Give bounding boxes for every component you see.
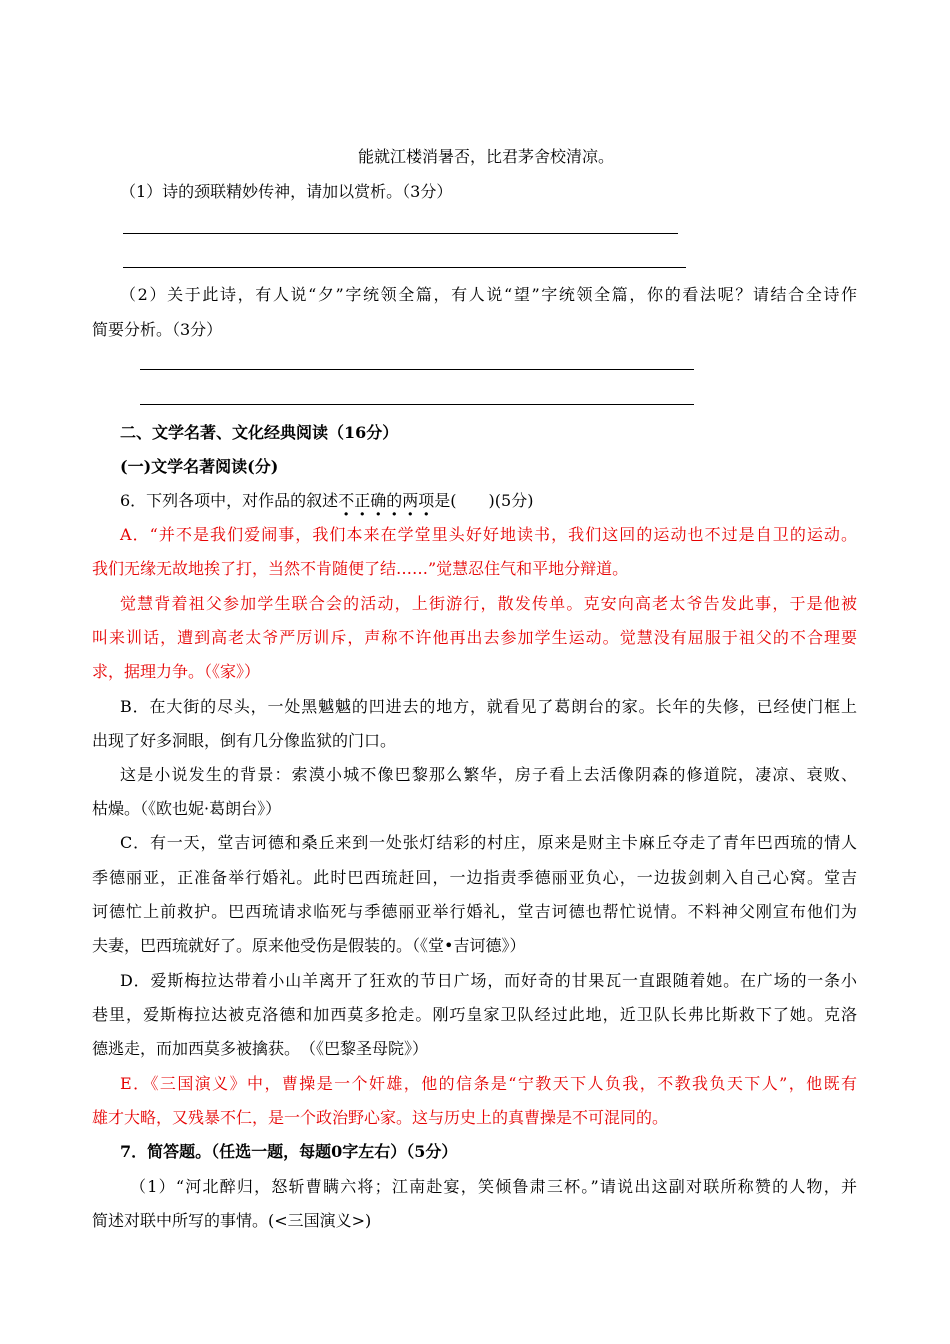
emphasis-char: 的 bbox=[386, 491, 403, 510]
option-e-line2: 雄才大略，又残暴不仁，是一个政治野心家。这与历史上的真曹操是不可混同的。 bbox=[92, 1108, 669, 1127]
answer-line-1b bbox=[123, 267, 686, 268]
option-b-line2: 出现了好多洞眼，倒有几分像监狱的门口。 bbox=[92, 731, 397, 750]
answer-line-1a bbox=[123, 233, 678, 234]
option-d-line2: 巷里，爱斯梅拉达被克洛德和加西莫多抢走。刚巧皇家卫队经过此地，近卫队长弗比斯救下了她。克洛 bbox=[92, 1005, 857, 1024]
option-a-line4: 叫来训话，遭到高老太爷严厉训斥，声称不许他再出去参加学生运动。觉慧没有屈服于祖父的不合理要 bbox=[92, 628, 857, 647]
emphasis-char: 两 bbox=[402, 491, 419, 510]
question-7: 7．简答题。（任选一题，每题0字左右）（5分） bbox=[120, 1142, 458, 1161]
question-6-prefix: 6．下列各项中，对作品的叙述 bbox=[120, 491, 339, 510]
emphasis-char: 确 bbox=[370, 491, 387, 510]
option-c-line4: 夫妻，巴西琉就好了。原来他受伤是假装的。（《堂•吉诃德》） bbox=[92, 936, 526, 955]
question-2-line2: 简要分析。（3分） bbox=[92, 320, 223, 339]
question-7-1-line2: 简述对联中所写的事情。(<三国演义>) bbox=[92, 1211, 372, 1230]
option-c-line3: 诃德忙上前救护。巴西琉请求临死与季德丽亚举行婚礼，堂吉诃德也帮忙说情。不料神父刚宣布他们为 bbox=[92, 902, 857, 921]
question-1: （1）诗的颈联精妙传神，请加以赏析。（3分） bbox=[120, 182, 453, 201]
emphasis-char: 正 bbox=[354, 491, 371, 510]
answer-line-2b bbox=[140, 404, 694, 405]
option-b-line1: B．在大街的尽头，一处黑魆魆的凹进去的地方，就看见了葛朗台的家。长年的失修，已经使门框上 bbox=[120, 697, 857, 716]
option-c-line2: 季德丽亚，正准备举行婚礼。此时巴西琉赶回，一边指责季德丽亚负心，一边拔剑刺入自己心窝。堂吉 bbox=[92, 868, 857, 887]
question-6-suffix: 是( )(5分) bbox=[434, 491, 534, 510]
option-d-line1: D．爱斯梅拉达带着小山羊离开了狂欢的节日广场，而好奇的甘果瓦一直跟随着她。在广场的一条小 bbox=[120, 971, 857, 990]
answer-line-2a bbox=[140, 369, 694, 370]
option-e-line1: E．《三国演义》中，曹操是一个奸雄，他的信条是“宁教天下人负我，不教我负天下人”，他既有 bbox=[120, 1074, 857, 1093]
option-a-line3: 觉慧背着祖父参加学生联合会的活动，上街游行，散发传单。克安向高老太爷告发此事，于是他被 bbox=[120, 594, 857, 613]
poem-line: 能就江楼消暑否，比君茅舍校清凉。 bbox=[358, 147, 615, 166]
option-b-line3: 这是小说发生的背景：索漠小城不像巴黎那么繁华，房子看上去活像阴森的修道院，凄凉、衰败、 bbox=[120, 765, 857, 784]
option-a-line5: 求，据理力争。（《家》） bbox=[92, 662, 261, 681]
option-d-line3: 德逃走，而加西莫多被擒获。 （《巴黎圣母院》） bbox=[92, 1039, 429, 1058]
question-6 bbox=[120, 490, 533, 512]
option-b-line4: 枯燥。（《欧也妮·葛朗台》） bbox=[92, 799, 282, 818]
emphasis-char: 项 bbox=[418, 491, 435, 510]
option-c-line1: C．有一天，堂吉诃德和桑丘来到一处张灯结彩的村庄，原来是财主卡麻丘夺走了青年巴西琉的情人 bbox=[120, 833, 857, 852]
question-2-line1: （2）关于此诗，有人说“夕”字统领全篇，有人说“望”字统领全篇，你的看法呢？请结合全诗作 bbox=[120, 285, 857, 304]
section-2-subtitle: (一)文学名著阅读(分) bbox=[120, 457, 279, 476]
option-a-line2: 我们无缘无故地挨了打，当然不肯随便了结……”觉慧忍住气和平地分辩道。 bbox=[92, 559, 629, 578]
question-7-1-line1: （1）“河北醉归，怒斩曹瞒六将；江南赴宴，笑倾鲁肃三杯。”请说出这副对联所称赞的人物，并 bbox=[130, 1177, 857, 1196]
section-2-title: 二、文学名著、文化经典阅读（16分） bbox=[120, 423, 399, 442]
emphasis-char: 不 bbox=[338, 491, 355, 510]
option-a-line1: A．“并不是我们爱闹事，我们本来在学堂里头好好地读书，我们这回的运动也不过是自卫的运动。 bbox=[120, 525, 857, 544]
